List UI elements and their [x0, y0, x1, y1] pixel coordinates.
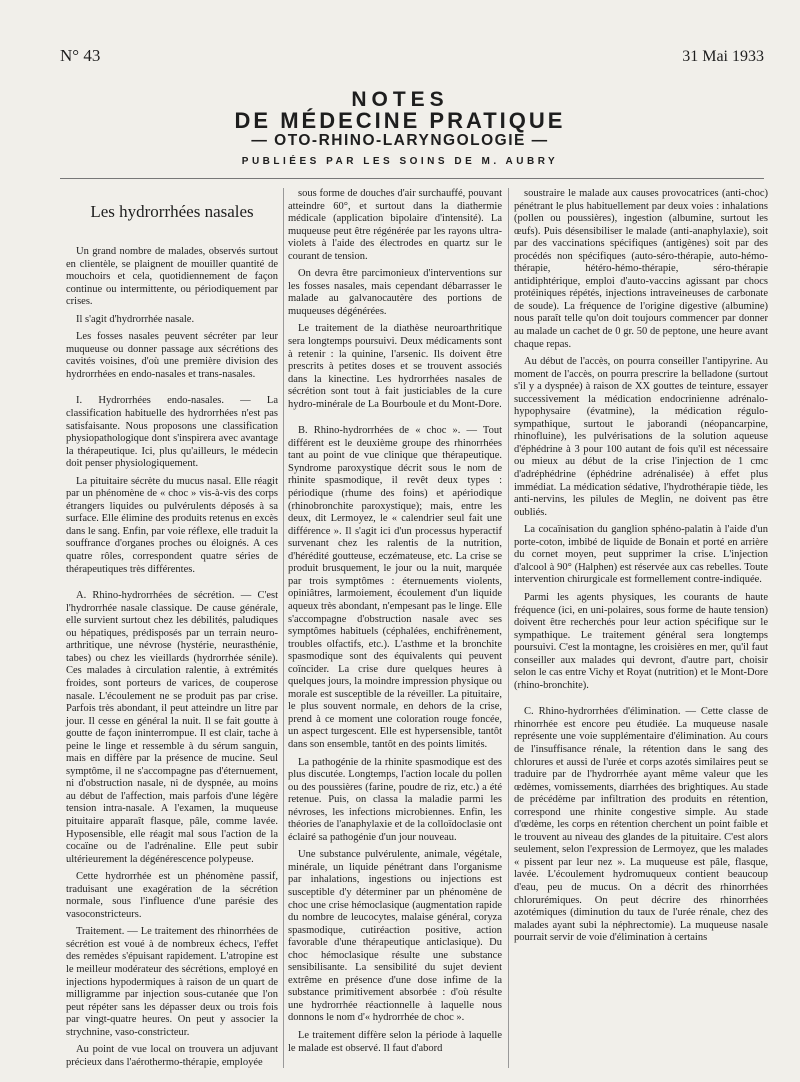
section-endo-nasales: I. Hydrorrhées endo-nasales. — La classification habituelle des hydrorrhées n'est pas satisfaisante. Nous proposons une classification physiopathologique dont s'inspirera avec avantage la thérapeutique. Ici, plus qu'ailleurs, le médecin doit penser physiologiquement. — [66, 395, 278, 470]
masthead-specialty: — OTO-RHINO-LARYNGOLOGIE — — [251, 132, 549, 149]
paragraph: Parmi les agents physiques, les courants de haute fréquence (ici, en uni-polaires, sous forme de haute tension) doivent être recherchés pour leur action spécifique sur le sympathique. Le traitement général sera longtemps poursuivi. C'est la montagne, les croisières en mer, qu'il faut conseiller aux malades qui devront, d'autre part, choisir selon le cas entre Vichy et Royat (nutrition) et le Mont-Dore (rhino-bronchite). — [514, 591, 768, 691]
paragraph: sous forme de douches d'air surchauffé, pouvant atteindre 60°, et surtout dans la diathermie médicale (application bipolaire d'intensité). La muqueuse peut être régénérée par les rayons ultra-violets à l'aide des électrodes en quartz sur le courant de tension. — [288, 188, 502, 262]
issue-date: 31 Mai 1933 — [682, 48, 764, 65]
masthead-title: NOTES — [351, 88, 449, 111]
masthead-subtitle: DE MÉDECINE PRATIQUE — [234, 108, 566, 133]
paragraph: Une substance pulvérulente, animale, végétale, minérale, un liquide pénétrant dans l'organisme par inhalations, ingestions ou injections est susceptible d'y déterminer par un phénomène de choc une crise hémoclasique (augmentation rapide du nombre de leucocytes, malaise général, coryza spasmodique, cutiréaction positive, action favorable d'une thérapeutique anticlasique). Du choc hémoclasique résulte une substance sensibilisante. La sensibilité du sujet devient extrême en présence d'une dose infime de la substance primitivement absorbée : d'où résulte une hydrorrhée réactionnelle à laquelle nous donnons le nom d'« hydrorrhée de choc ». — [288, 849, 502, 1024]
article-title: Les hydrorrhées nasales — [90, 202, 254, 221]
section-elimination: C. Rhino-hydrorrhées d'élimination. — Cette classe de rhinorrhée est encore peu étudiée. La muqueuse nasale représente une voie supplémentaire d'élimination. Au cours de l'insuffisance rénale, la rétention dans le sang des chlorures et aussi de l'urée et corps azotés similaires peut se traduire par de l'hydrorrhée ayant même valeur que les œdèmes, vomissements, diarrhées des brightiques. Au stade de précédème par infiltration des produits en rétention, correspond une rhinite congestive simple. Au stade d'œdème, les corps en rétention cherchent un point faible et le trouvent au niveau des glandes de la pituitaire. C'est alors seulement, selon l'expression de Lermoyez, que les malades « pissent par leur nez ». La muqueuse est pâle, flasque, lavée. L'écoulement hydromuqueux contient beaucoup d'eau, peu de mucus. On a décrit des rhinorrhées chlorurémiques. On peut décrire des rhinorrhées azotémiques (diminution du taux de l'urée rénale, chez des malades ayant subi la néphrectomie). La muqueuse nasale pourrait servir de voie d'élimination à certains — [514, 706, 768, 944]
column-1 — [66, 188, 278, 1074]
column-separator — [508, 188, 509, 1068]
column-3 — [514, 188, 768, 950]
paragraph: La cocaïnisation du ganglion sphéno-palatin à l'aide d'un porte-coton, imbibé de liquide de Bonain et porté en arrière du cornet moyen, peut supprimer la crise. L'injection d'alcool à 90° (Halphen) est réservée aux cas rebelles. Toute intervention chirurgicale est formellement contre-indiquée. — [514, 524, 768, 586]
paragraph: Cette hydrorrhée est un phénomène passif, traduisant une exagération de la sécrétion normale, sous l'influence d'une parésie des vasoconstricteurs. — [66, 871, 278, 920]
paragraph: La pathogénie de la rhinite spasmodique est des plus discutée. Longtemps, l'action locale du pollen ou des poussières (farine, poudre de riz, etc.) a été retenue. Puis, on classa la maladie parmi les névroses, les infections microbiennes. Enfin, les théories de l'anaphylaxie et de la colloïdoclasie ont éclairé sa pathogénie d'un jour nouveau. — [288, 756, 502, 843]
issue-number: N° 43 — [60, 46, 101, 65]
paragraph: Le traitement de la diathèse neuroarthritique sera longtemps poursuivi. Deux médicaments sont à retenir : la quinine, l'arsenic. Ils doivent être prescrits à petites doses et se trouvent associés dans la kinectine. Les hydrorrhées nasales de sécrétion sont tout à fait justiciables de la cure hydro-minérale de La Bourboule et du Mont-Dore. — [288, 323, 502, 410]
paragraph: Les fosses nasales peuvent sécréter par leur muqueuse ou donner passage aux sécrétions des cavités voisines, d'où une première division des hydrorrhées en endo-nasales et trans-nasales. — [66, 331, 278, 380]
section-choc: B. Rhino-hydrorrhées de « choc ». — Tout différent est le deuxième groupe des rhinorrhées tant au point de vue clinique que thérapeutique. Syndrome paroxystique décrit sous le nom de rhinite spasmodique, il revêt deux types : périodique (rhume des foins) et apériodique (rhinobronchite paroxystique); mais, entre les deux, dit Lermoyez, le « calendrier seul fait une différence ». Il s'agit ici d'un processus hyperactif survenant chez les ralentis de la nutrition, d'hérédité goutteuse, eczémateuse, etc. La crise se produit brusquement, le jour ou la nuit, marquée par trois symptômes : éternuements violents, opiniâtres, larmoiement, écoulement d'un liquide aqueux très abondant, n'empesant pas le linge. Elle s'accompagne d'obstruction nasale avec ses symptômes habituels (céphalées, enchifrènement, troubles olfactifs, etc.). L'asthme et la bronchite spasmodique sont des équivalents qui peuvent coïncider. La crise dure quelques heures à quelques jours, la moindre impression physique ou morale est susceptible de la réveiller. La pituitaire, le plus souvent normale, en dehors de la crise, prend à ce moment une coloration rouge foncée, un aspect turgescent. Elle est hypersensible, tantôt dans son ensemble, tantôt en des points limités. — [288, 425, 502, 750]
header-rule — [60, 178, 764, 179]
paragraph: La pituitaire sécrète du mucus nasal. Elle réagit par un phénomène de « choc » vis-à-vis des corps étrangers liquides ou pulvérulents déposés à sa surface. Elle élimine des produits retenus en excès dans le sang. Enfin, par voie réflexe, elle traduit la souffrance d'organes proches ou éloignés. A ces quatre rôles, correspondent quatre séries de thérapeutiques très différentes. — [66, 475, 278, 575]
paragraph: Au début de l'accès, on pourra conseiller l'antipyrine. Au moment de l'accès, on pourra prescrire la belladone (surtout s'il y a dyspnée) à raison de XX gouttes de teinture, essayer successivement la médication endocrinienne adrénalo-hypophysaire (évatmine), la médication régulo-sympathique, surtout le jaborandi (néopancarpine, rhinofluine), les pulvérisations de la solution aqueuse d'éphédrine à 3 pour 100 autant de fois qu'il est nécessaire ou mieux au début de la crise l'injection de 1 cmc d'adréphédrine (éphédrine adrénalisée) à effet plus immédiat. La médication sédative, l'hydrothérapie tiède, les anti-nervins, les pilules de Meglin, ne doivent pas être oubliés. — [514, 356, 768, 518]
paragraph: soustraire le malade aux causes provocatrices (anti-choc) pénétrant le plus habituellement par deux voies : inhalations (pollen ou poussières), ingestion (albumine, surtout les œufs). Puis désensibiliser le malade (anti-anaphylaxie), soit par des vaccinations spécifiques (antigènes) soit par des procédés non spécifiques (auto-séro-thérapie, auto-hémo-thérapie, hétéro-hémo-thérapie, séro-thérapie antidiphtérique, emploi d'auto-vaccins agissant par chocs protéiniques répétés, injections intraveineuses de carbonate de soude). La fréquence de l'origine digestive (albumine) nous paraît telle qu'on doit toujours commencer par donner au malade un cachet de 0 gr. 50 de peptone, une heure avant chaque repas. — [514, 188, 768, 350]
column-separator — [283, 188, 284, 1068]
paragraph: Il s'agit d'hydrorrhée nasale. — [76, 313, 195, 325]
paragraph: On devra être parcimonieux d'interventions sur les fosses nasales, mais cependant débarrasser le malade au galvanocautère des portions de muqueuses dégénérées. — [288, 268, 502, 317]
column-2 — [288, 188, 502, 1060]
paragraph: Traitement. — Le traitement des rhinorrhées de sécrétion est voué à de nombreux échecs, l'effet des remèdes s'épuisant rapidement. L'atropine est le meilleur modérateur des sécrétions, employé en injections hypodermiques à raison de un quart de milligramme par injection sous-cutanée que l'on peut répéter sans les dépasser deux ou trois fois par vingt-quatre heures. On peut y associer la strychnine, vaso-constricteur. — [66, 926, 278, 1038]
paragraph: Le traitement diffère selon la période à laquelle le malade est observé. Il faut d'abord — [288, 1030, 502, 1054]
paragraph: Au point de vue local on trouvera un adjuvant précieux dans l'aérothermo-thérapie, employée — [66, 1044, 278, 1068]
paragraph: Un grand nombre de malades, observés surtout en clientèle, se plaignent de mouiller quantité de mouchoirs et cela, quotidiennement de façon continue ou intermittente, ou périodiquement par crises. — [66, 246, 278, 308]
section-secretion: A. Rhino-hydrorrhées de sécrétion. — C'est l'hydrorrhée nasale classique. De cause générale, elle survient surtout chez les débilités, paludiques ou hépatiques, prédisposés par un terrain neuro-arthritique, une névrose (hystérie, neurasthénie, tabes) ou chez les vieillards (hydrorrhée sénile). Ces malades à circulation ralentie, à extrémités froides, sont porteurs de varices, de couperose nasale. L'écoulement ne se produit pas par crise. Parfois très abondant, il peut atteindre un litre par jour. Il cesse en général la nuit. Il se fait goutte à goutte de façon ininterrompue. Il est clair, tache à peine le linge et ressemble à du sérum sanguin, mais en diffère par la présence de mucine. Seul symptôme, il ne s'accompagne pas d'éternuement, ni d'obstruction nasale, ni de dyspnée, au moins au début de l'affection, mais parfois d'une légère tension intra-nasale. A l'examen, la muqueuse pituitaire apparaît flasque, pâle, comme lavée. Hyposensible, elle réagit mal sous l'action de la cocaïne ou de l'adrénaline. Elle peut subir ultérieurement la dégénérescence polypeuse. — [66, 590, 278, 865]
masthead-editor: PUBLIÉES PAR LES SOINS DE M. AUBRY — [241, 156, 559, 167]
